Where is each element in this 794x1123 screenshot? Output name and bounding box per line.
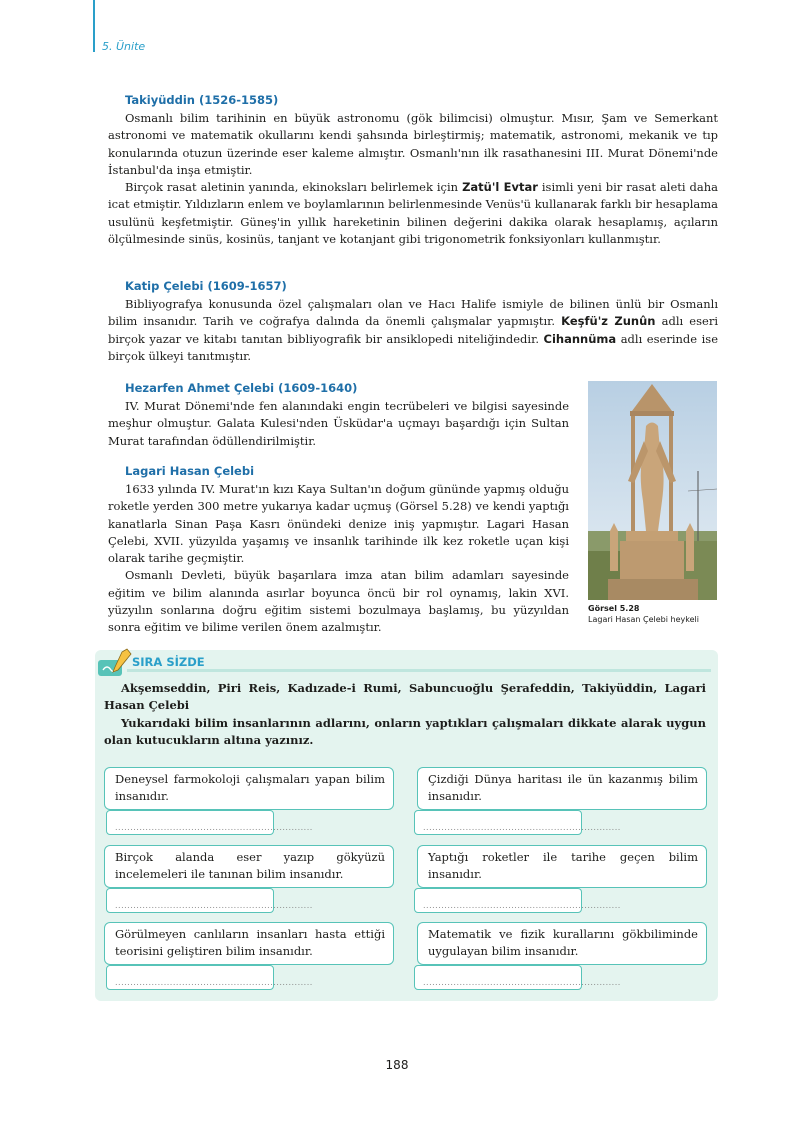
figure-caption-text: Lagari Hasan Çelebi heykeli xyxy=(588,615,699,624)
text-run: adlı eserinde ise birçok ülkeyi tanıtmıştır. xyxy=(108,331,719,363)
heading-hezarfen: Hezarfen Ahmet Çelebi (1609-1640) xyxy=(125,381,358,395)
paragraph: 1633 yılında IV. Murat'ın kızı Kaya Sultan'ın doğum gününde yapmış olduğu roketle yerden 300 metre yukarıya kadar uçmuş (Görsel 5.28) ve kendi yaptığı kanatlarla Sinan Paşa Kasrı önündeki denize iniş yapmıştır. Lagari Hasan Çelebi, XVII. yüzyılda yaşamış ve insanlık tarihinde ilk kez roketle uçan kişi olarak tarihe geçmiştir. xyxy=(108,482,569,566)
clue-card-5: Görülmeyen canlıların insanları hasta ettiği teorisini geliştiren bilim insanıdır. xyxy=(104,922,394,965)
scholar-names: Akşemseddin, Piri Reis, Kadızade-i Rumi, Sabuncuoğlu Şerafeddin, Takiyüddin, Lagari Hasan Çelebi xyxy=(104,681,706,713)
statue-photo xyxy=(588,381,717,600)
answer-blank: ................................................................. xyxy=(423,901,621,910)
header-rule xyxy=(93,0,95,52)
activity-title-bar xyxy=(127,669,711,672)
answer-blank: ................................................................. xyxy=(423,823,621,832)
heading-takiyuddin: Takiyüddin (1526-1585) xyxy=(125,93,279,107)
figure-caption xyxy=(588,603,699,625)
answer-box-1[interactable] xyxy=(106,810,313,835)
paragraph xyxy=(108,296,718,365)
figure-number: Görsel 5.28 xyxy=(588,604,640,613)
paragraph: Osmanlı Devleti, büyük başarılara imza atan bilim adamları sayesinde eğitim ve bilim alanında asırlar boyunca öncü bir rol oynamış, lakin XVI. yüzyılın sonlarına doğru eğitim sistemi bozulmaya başlamış, bu yüzyıldan sonra eğitim ve bilime verilen önem azalmıştır. xyxy=(108,568,569,635)
answer-blank: ................................................................. xyxy=(115,978,313,987)
answer-blank: ................................................................. xyxy=(115,823,313,832)
paragraph: IV. Murat Dönemi'nde fen alanındaki engin tecrübeleri ve bilgisi sayesinde meşhur olmuştur. Galata Kulesi'nden Üsküdar'a uçmayı başardığı için Sultan Murat tarafından ödüllendirilmiştir. xyxy=(108,399,569,448)
text-run: isimli yeni bir rasat aleti daha icat etmiştir. Yıldızların enlem ve boylamlarının belirlenmesinde Venüs'ü kullanarak farklı bir hesaplama usulünü keşfetmiştir. Güneş'in yıllık hareketinin bilinen değerini dakika olarak hesaplamış, açıların ölçülmesinde sinüs, kosinüs, tanjant ve kotanjant gibi trigonometrik fonksiyonları kullanmıştır. xyxy=(108,180,718,247)
answer-box-2[interactable] xyxy=(414,810,621,835)
section-lagari xyxy=(108,463,569,637)
text-run: adlı eseri birçok yazar ve kitabı tanıtan bibliyografik bir ansiklopedi niteliğindedir. xyxy=(108,314,718,346)
answer-box-3[interactable] xyxy=(106,888,313,913)
answer-blank: ................................................................. xyxy=(115,901,313,910)
heading-lagari: Lagari Hasan Çelebi xyxy=(125,464,255,478)
page-number: 188 xyxy=(385,1058,409,1072)
paragraph: Osmanlı bilim tarihinin en büyük astronomu (gök bilimcisi) olmuştur. Mısır, Şam ve Semerkant astronomi ve matematik okullarını kendi şahsında birleştirmiş; matematik, astronomi, mekanik ve tıp konularında otuzun üzerinde eser kaleme almıştır. Osmanlı'nın ilk rasathanesini III. Murat Dönemi'nde İstanbul'da inşa etmiştir. xyxy=(108,111,718,177)
term-cihannuma: Cihannüma xyxy=(543,331,617,346)
paragraph xyxy=(108,179,718,248)
text-run: Birçok rasat aletinin yanında, ekinoksları belirlemek için xyxy=(125,180,463,195)
heading-katip-celebi: Katip Çelebi (1609-1657) xyxy=(125,279,287,293)
answer-box-6[interactable] xyxy=(414,965,621,990)
activity-title: SIRA SİZDE xyxy=(132,655,205,669)
answer-box-4[interactable] xyxy=(414,888,621,913)
answer-blank: ................................................................. xyxy=(423,978,621,987)
term-zatul-evtar: Zatü'l Evtar xyxy=(462,180,538,195)
section-takiyuddin xyxy=(108,92,718,248)
activity-instruction: Yukarıdaki bilim insanlarının adlarını, onların yaptıkları çalışmaları dikkate alarak uygun olan kutucukların altına yazınız. xyxy=(104,715,706,747)
section-katip-celebi xyxy=(108,278,718,365)
clue-card-1: Deneysel farmokoloji çalışmaları yapan bilim insanıdır. xyxy=(104,767,394,810)
clue-card-4: Yaptığı roketler ile tarihe geçen bilim insanıdır. xyxy=(417,845,707,888)
statue-image xyxy=(588,381,717,600)
term-kesfuz-zunun: Keşfü'z Zunûn xyxy=(561,314,656,329)
activity-instructions xyxy=(104,680,706,749)
clue-card-3: Birçok alanda eser yazıp gökyüzü incelemeleri ile tanınan bilim insanıdır. xyxy=(104,845,394,888)
clue-card-2: Çizdiği Dünya haritası ile ün kazanmış bilim insanıdır. xyxy=(417,767,707,810)
pencil-icon xyxy=(96,648,134,678)
unit-label: 5. Ünite xyxy=(102,40,146,53)
section-hezarfen xyxy=(108,380,569,450)
text-run: Bibliyografya konusunda özel çalışmaları olan ve Hacı Halife ismiyle de bilinen ünlü bir Osmanlı bilim insanıdır. Tarih ve coğrafya dalında da önemli çalışmalar yapmıştır. xyxy=(108,297,718,329)
answer-box-5[interactable] xyxy=(106,965,313,990)
clue-card-6: Matematik ve fizik kurallarını gökbiliminde uygulayan bilim insanıdır. xyxy=(417,922,707,965)
